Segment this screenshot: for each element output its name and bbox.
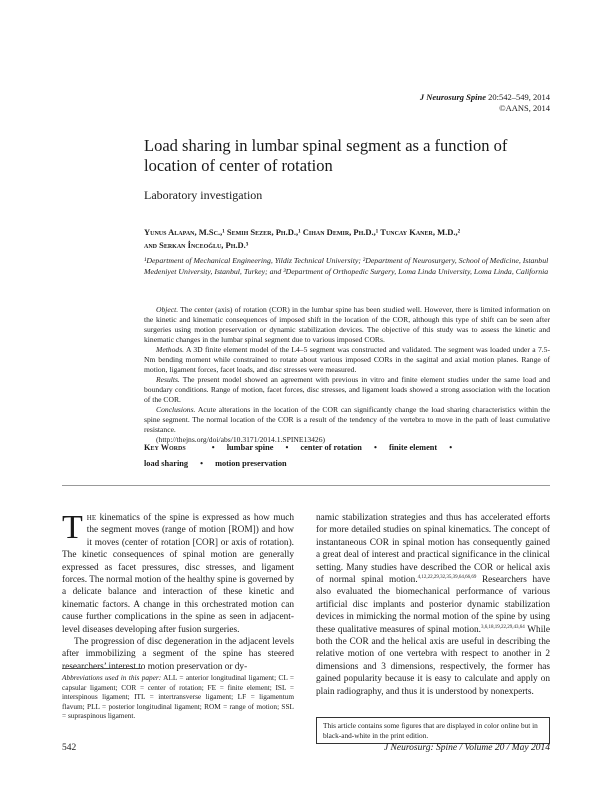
body-text: While both the COR and the helical axis are useful in describing the relative motion of one vertebra with respect to another in 2 dimensions and 3 dimensions, respectively, the former has gained popularity because it is easy to calculate and apply on plain radiography, and thus it is understood by nonexperts.: [316, 624, 550, 697]
body-text: namic stabilization strategies and thus has accelerated efforts for more detailed studies on spinal kinematics. The concept of instantaneous COR in spinal motion has consequently gained a great deal of interest and practical significance in the clinical setting. Many studies have described the COR or helical axis of normal spinal motion.: [316, 513, 550, 586]
citation-superscript: 4,12,22,29,32,35,39,64,66,69: [417, 574, 477, 580]
copyright: ©AANS, 2014: [499, 102, 550, 113]
abstract-conclusions: [144, 405, 550, 435]
body-column-left: [62, 509, 294, 673]
drop-cap: T: [62, 509, 83, 546]
body-paragraph: [316, 512, 550, 698]
abstract-results-text: The present model showed an agreement with previous in vitro and finite element studies under the same load and boundary conditions. Range of motion, facet forces, disc stresses, and ligament loads showed a strong association with the location of the COR.: [144, 375, 550, 404]
abbreviations-footnote: [62, 673, 294, 721]
abstract-object-text: The center (axis) of rotation (COR) in the lumbar spine has been studied well. However, there is limited information on the kinetic and kinematic consequences of imposed shift in the location of the COR, although this type of shift can be seen after surgeries using motion preservation or dynamic stabilization devices. The objective of this study was to assess the kinetic and kinematic changes in the lumbar spinal segment due to various imposed CORs.: [144, 305, 550, 344]
section-divider: [62, 485, 550, 486]
abstract-results: [144, 375, 550, 405]
body-paragraph-text: kinematics of the spine is expressed as how much the segment moves (range of motion [ROM]) and how it moves (center of rotation [COR] or axis of rotation). The kinetic consequences of spinal motion are generally expressed as facet pressures, disc stresses, and ligament forces. The normal motion of the healthy spine is governed by a delicate balance and interaction of these kinetic and kinematic factors. A change in this orchestrated motion can cause further complications in the spine as seen in adjacent-level diseases developing after fusion surgeries.: [62, 513, 294, 635]
author-list: [144, 226, 554, 251]
keywords-label: Key Words: [144, 443, 186, 452]
footer-journal-issue: J Neurosurg: Spine / Volume 20 / May 2014: [383, 743, 550, 753]
citation-superscript: 3,6,18,19,22,29,43,64: [481, 624, 525, 630]
keywords: [144, 440, 544, 472]
journal-volume-pages: 20:542–549, 2014: [486, 92, 550, 102]
keyword-item: finite element: [388, 443, 438, 452]
journal-name: J Neurosurg Spine: [419, 92, 486, 102]
body-paragraph: The progression of disc degeneration in the adjacent levels after immobilizing a segment of the spine has steered researchers’ interest to motion preservation or dy-: [62, 637, 294, 672]
abstract-doi-link[interactable]: (http://thejns.org/doi/abs/10.3171/2014.1.SPINE13426): [156, 435, 326, 444]
abstract: [144, 305, 550, 445]
abstract-object-label: Object.: [156, 305, 179, 314]
abstract-conclusions-text: Acute alterations in the location of the COR can significantly change the load sharing characteristics within the spine segment. The normal location of the COR is a result of the tendency of the vertebra to move in the path of least cumulative resistance.: [144, 405, 550, 434]
color-figures-note: This article contains some figures that are displayed in color online but in black-and-white in the print edition.: [316, 717, 550, 744]
abstract-object: [144, 305, 550, 345]
abstract-results-label: Results.: [156, 375, 180, 384]
footnote-divider: [62, 668, 142, 669]
author-line-1: Yunus Alapan, M.Sc.,¹ Semih Sezer, Ph.D.,¹ Cihan Demir, Ph.D.,¹ Tuncay Kaner, M.D.,²: [144, 227, 461, 237]
abstract-methods: [144, 345, 550, 375]
footnote-text: ALL = anterior longitudinal ligament; CL = capsular ligament; COR = center of rotation; FE = finite element; ISL = interspinous ligament; ITL = intertransverse ligament; LF = ligamentum flavum; PLL = posterior longitudinal ligament; ROM = range of motion; SSL = supraspinous ligament.: [62, 673, 295, 721]
author-line-2: and Serkan İnceoğlu, Ph.D.³: [144, 239, 249, 250]
body-text: Researchers have also evaluated the biomechanical performance of various artificial disc implants and posterior dynamic stabilization devices in mimicking the normal motion of the spine by using these qualitative measures of spinal motion.: [316, 575, 550, 635]
keyword-item: center of rotation: [300, 443, 362, 452]
bullet-separator: •: [211, 443, 215, 452]
bullet-separator: •: [285, 443, 289, 452]
body-column-right: [316, 512, 550, 698]
bullet-separator: •: [449, 443, 453, 452]
article-title: Load sharing in lumbar spinal segment as a function of location of center of rotation: [144, 136, 508, 175]
keyword-item: motion preservation: [215, 459, 287, 468]
journal-reference: [420, 92, 550, 113]
article-subtitle: Laboratory investigation: [144, 188, 263, 202]
keyword-item: load sharing: [144, 459, 189, 468]
abstract-methods-label: Methods.: [156, 345, 185, 354]
affiliations: ¹Department of Mechanical Engineering, Yildiz Technical University; ²Department of Neurosurgery, School of Medicine, Istanbul Medeniyet University, Istanbul, Turkey; and ³Department of Orthopedic Surgery, Loma Linda University, Loma Linda, California: [144, 256, 549, 276]
keyword-item: lumbar spine: [226, 443, 274, 452]
lead-in-smallcaps: he: [86, 513, 97, 523]
body-paragraph: [62, 509, 294, 636]
page-number: 542: [62, 743, 77, 753]
footnote-label: Abbreviations used in this paper:: [62, 673, 162, 682]
abstract-methods-text: A 3D finite element model of the L4–5 segment was constructed and validated. The segment was loaded under a 7.5-Nm bending moment while constrained to rotate about various imposed CORs in the sagittal and axial motion planes. Range of motion, ligament forces, facet loads, and disc stresses were measured.: [144, 345, 550, 374]
bullet-separator: •: [374, 443, 377, 452]
abstract-conclusions-label: Conclusions.: [156, 405, 196, 414]
bullet-separator: •: [200, 459, 204, 468]
